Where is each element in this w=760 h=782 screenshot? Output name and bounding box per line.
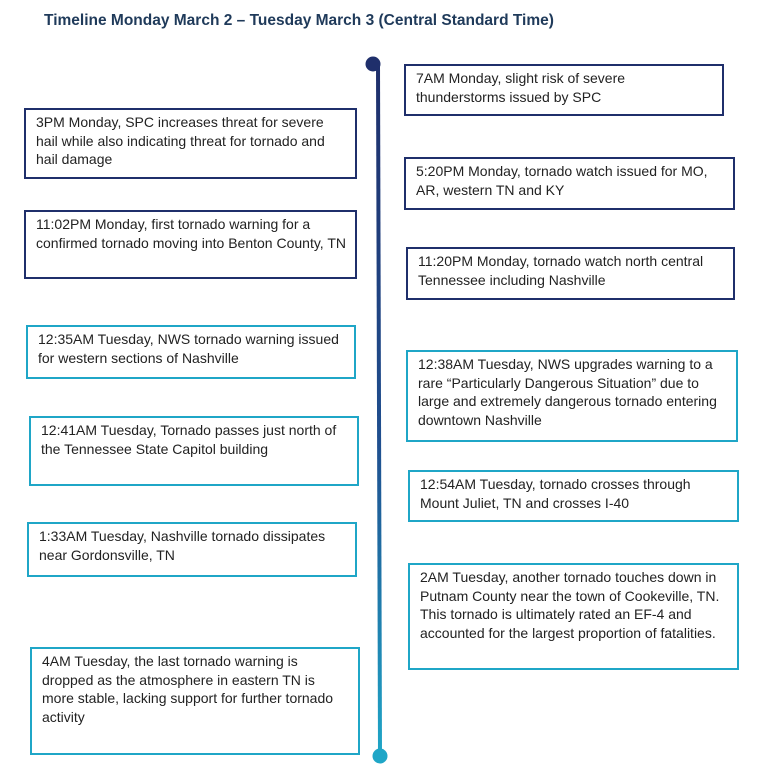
event-4am-tuesday [30, 647, 360, 755]
event-7am-monday [404, 64, 724, 116]
event-text: 1:33AM Tuesday, Nashville tornado dissipates near Gordonsville, TN [39, 528, 326, 563]
event-2am-tuesday [408, 563, 739, 670]
event-text: 2AM Tuesday, another tornado touches down in Putnam County near the town of Cookeville, TN. This tornado is ultimately rated an EF-4 and accounted for the largest proportion of fatalities. [420, 569, 720, 641]
event-1241am-tuesday [29, 416, 359, 486]
event-text: 11:20PM Monday, tornado watch north central Tennessee including Nashville [418, 253, 704, 288]
event-1120pm-monday [406, 247, 735, 300]
event-text: 7AM Monday, slight risk of severe thunderstorms issued by SPC [416, 70, 626, 105]
event-3pm-monday [24, 108, 357, 179]
event-text: 12:35AM Tuesday, NWS tornado warning issued for western sections of Nashville [38, 331, 339, 366]
event-1235am-tuesday [26, 325, 356, 379]
event-text: 12:38AM Tuesday, NWS upgrades warning to a rare “Particularly Dangerous Situation” due to large and extremely dangerous tornado entering downtown Nashville [418, 356, 717, 428]
event-text: 12:54AM Tuesday, tornado crosses through Mount Juliet, TN and crosses I-40 [420, 476, 691, 511]
event-1102pm-monday [24, 210, 357, 279]
event-133am-tuesday [27, 522, 357, 577]
event-1254am-tuesday [408, 470, 739, 522]
event-text: 5:20PM Monday, tornado watch issued for MO, AR, western TN and KY [416, 163, 708, 198]
timeline-axis-line [378, 64, 380, 756]
event-text: 4AM Tuesday, the last tornado warning is dropped as the atmosphere in eastern TN is more stable, lacking support for further tornado activity [42, 653, 334, 725]
event-text: 3PM Monday, SPC increases threat for severe hail while also indicating threat for tornado and hail damage [36, 114, 325, 167]
event-520pm-monday [404, 157, 735, 210]
timeline-start-dot [366, 57, 381, 72]
timeline-title: Timeline Monday March 2 – Tuesday March 3 (Central Standard Time) [44, 12, 554, 29]
timeline-end-dot [373, 749, 388, 764]
event-text: 11:02PM Monday, first tornado warning for a confirmed tornado moving into Benton County, TN [36, 216, 346, 251]
event-1238am-tuesday [406, 350, 738, 442]
event-text: 12:41AM Tuesday, Tornado passes just north of the Tennessee State Capitol building [41, 422, 337, 457]
